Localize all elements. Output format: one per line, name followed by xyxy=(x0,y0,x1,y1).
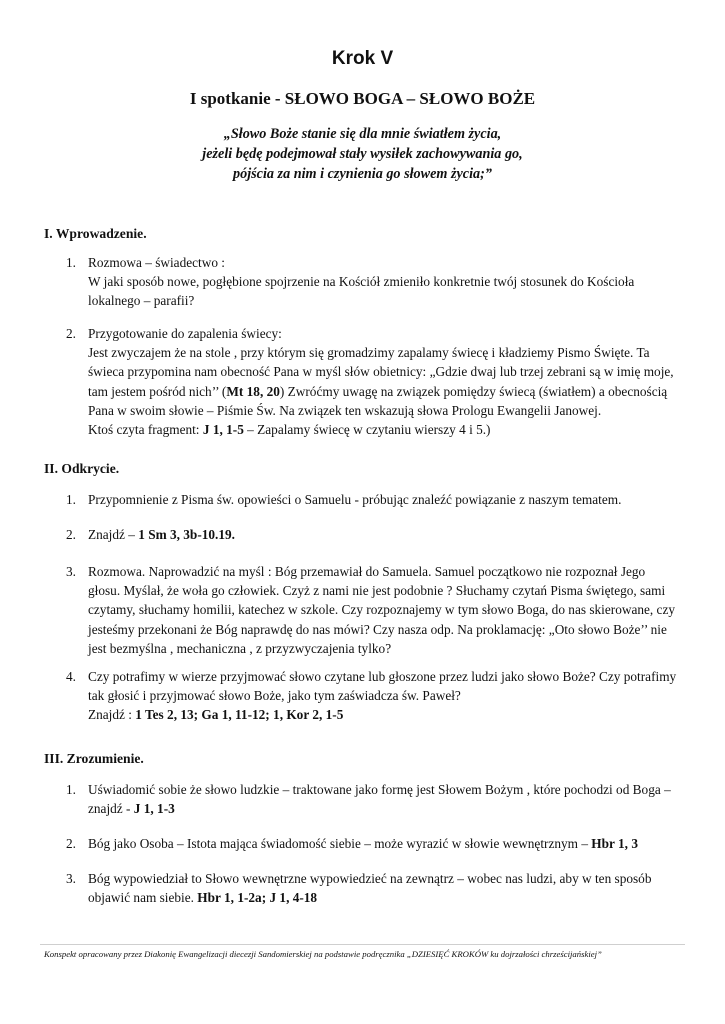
item-text-line xyxy=(88,834,686,853)
motto-quote xyxy=(0,124,725,184)
list-item xyxy=(66,253,686,311)
item-text-line: lokalnego – parafii? xyxy=(88,293,195,309)
motto-line: jeżeli będę podejmował stały wysiłek zachowywania go, xyxy=(202,146,523,162)
list-item-number: 1. xyxy=(66,255,76,270)
item-text-line: Bóg wypowiedział to Słowo wewnętrzne wypowiedzieć na zewnątrz – wobec nas ludzi, aby w ten sposób xyxy=(88,871,652,886)
section-heading-odkrycie: II. Odkrycie. xyxy=(44,461,120,476)
item-text-line: W jaki sposób nowe, pogłębione spojrzenie na Kościół zmieniło konkretnie twój stosunek do Kościoła xyxy=(88,274,635,290)
section-heading-wprowadzenie: I. Wprowadzenie. xyxy=(44,226,147,241)
list-item xyxy=(66,667,686,725)
motto-line: „Słowo Boże stanie się dla mnie światłem życia, xyxy=(223,126,502,142)
list-item-number: 3. xyxy=(66,871,76,886)
list-item xyxy=(66,834,686,853)
item-text-line: Jest zwyczajem że na stole , przy którym się gromadzimy zapalamy świecę i kładziemy Pismo Święte. Ta xyxy=(88,345,650,361)
item-text-line: Czy potrafimy w wierze przyjmować słowo czytane lub głoszone przez ludzi jako słowo Boże? Czy potrafimy xyxy=(88,669,677,684)
text-run: Znajdź : xyxy=(88,707,136,723)
item-text-line: Pana w swoim słowie – Piśmie Św. Na związek ten wskazują słowa Prologu Ewangelii Janowej. xyxy=(88,402,602,418)
text-run: tam jestem pośród nich’’ ( xyxy=(88,383,227,399)
item-text-line: jest bezmyślna , mechaniczna , z przyzwyczajenia tylko? xyxy=(88,640,392,656)
text-run: objawić nam siebie. xyxy=(88,890,198,906)
item-text-line: głosu. Myślał, że woła go człowiek. Czyż z nami nie jest podobnie ? Słuchamy czytań Pisma świętego, sami xyxy=(88,583,666,599)
list-item xyxy=(66,324,686,439)
list-item xyxy=(66,525,686,544)
footer-note: Konspekt opracowany przez Diakonię Ewangelizacji diecezji Sandomierskiej na podstawie podręcznika „DZIESIĘĆ KROKÓW ku dojrzałości chrześcijańskiej” xyxy=(44,949,602,959)
item-text-line xyxy=(88,420,686,439)
list-item xyxy=(66,869,686,907)
item-text-line: Rozmowa. Naprowadzić na myśl : Bóg przemawiał do Samuela. Samuel początkowo nie rozpoznał Jego xyxy=(88,564,646,579)
list-item-number: 2. xyxy=(66,527,76,542)
text-run: Ktoś czyta fragment: xyxy=(88,422,203,438)
text-run: znajdź - xyxy=(88,801,134,817)
scripture-reference: J 1, 1-5 xyxy=(202,422,244,438)
item-text-line: Przygotowanie do zapalenia świecy: xyxy=(88,326,282,341)
footer-divider xyxy=(40,944,685,945)
scripture-reference: 1 Tes 2, 13; Ga 1, 11-12; 1, Kor 2, 1-5 xyxy=(135,707,344,723)
item-text-line: świeca przypomina nam obecność Pana w myśl słów obietnicy: „Gdzie dwaj lub trzej zebrani są w imię moje, xyxy=(88,364,674,380)
item-text-line xyxy=(88,888,686,907)
list-item-number: 1. xyxy=(66,492,76,507)
list-item xyxy=(66,490,686,509)
page-title: Krok V xyxy=(331,48,394,69)
text-run: – Zapalamy świecę w czytaniu wierszy 4 i 5.) xyxy=(243,422,491,438)
scripture-reference: Hbr 1, 3 xyxy=(591,836,638,851)
text-run: ) Zwróćmy uwagę na związek pomiędzy świecą (światłem) a obecnością xyxy=(279,383,668,399)
motto-line: pójścia za nim i czynienia go słowem życia;” xyxy=(233,166,492,182)
item-text-line xyxy=(88,525,686,544)
list-item xyxy=(66,562,686,658)
item-text-line: Przypomnienie z Pisma św. opowieści o Samuelu - próbując znaleźć powiązanie z naszym tematem. xyxy=(88,492,622,507)
list-item xyxy=(66,780,686,818)
list-item-number: 1. xyxy=(66,782,76,797)
item-text-line xyxy=(88,382,686,401)
item-text-line: Rozmowa – świadectwo : xyxy=(88,255,226,270)
scripture-reference: J 1, 1-3 xyxy=(133,801,175,817)
item-text-line xyxy=(88,799,686,818)
list-item-number: 4. xyxy=(66,669,76,684)
list-item-number: 2. xyxy=(66,326,76,341)
item-text-line: czytamy, słuchamy homilii, katechez w szkole. Czy rozpoznajemy w tym słowo Boga, do nas skierowane, czy xyxy=(88,602,675,618)
item-text-line xyxy=(88,705,686,724)
item-text-line: Uświadomić sobie że słowo ludzkie – traktowane jako formę jest Słowem Bożym , które pochodzi od Boga – xyxy=(88,782,671,797)
page-subtitle: I spotkanie - SŁOWO BOGA – SŁOWO BOŻE xyxy=(189,89,536,108)
item-text-line: jesteśmy przekonani że Bóg naprawdę do nas mówi? Czy nasza odp. Na proklamację: „Oto słowo Boże’’ nie xyxy=(88,621,667,637)
scripture-reference: 1 Sm 3, 3b-10.19. xyxy=(138,527,235,542)
scripture-reference: Hbr 1, 1-2a; J 1, 4-18 xyxy=(197,890,318,906)
scripture-reference: Mt 18, 20 xyxy=(226,383,280,399)
list-item-number: 2. xyxy=(66,836,76,851)
text-run: Znajdź – xyxy=(88,527,139,542)
section-heading-zrozumienie: III. Zrozumienie. xyxy=(44,751,144,766)
text-run: Bóg jako Osoba – Istota mająca świadomość siebie – może wyrazić w słowie wewnętrznym – xyxy=(88,836,592,851)
list-item-number: 3. xyxy=(66,564,76,579)
item-text-line: tak głosić i przyjmować słowo Boże, jako tym zaświadcza św. Paweł? xyxy=(88,688,461,704)
